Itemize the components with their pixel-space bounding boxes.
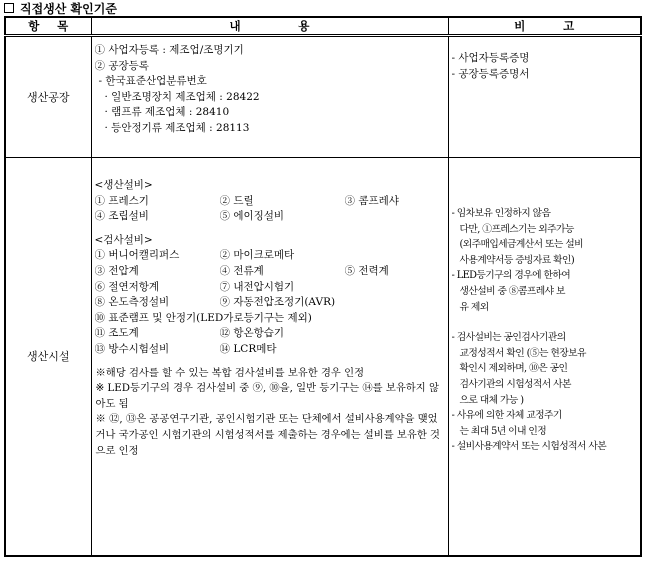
list-item: - LED등기구의 경우에 한하여 xyxy=(451,270,571,282)
list-item: · 일반조명장치 제조업체 : 28422 xyxy=(104,90,260,103)
header-row xyxy=(5,17,641,36)
list-item: 생산설비 중 ⑧콤프레샤 보 xyxy=(459,285,565,297)
list-item: 으로 대체 가능 ) xyxy=(459,394,524,406)
note-item: ※ LED등기구의 경우 검사설비 중 ⑨, ⑩을, 일반 등기구는 ⑭를 보유하지 않아도 됨 xyxy=(95,382,439,410)
list-item: ⑨ 자동전압조정기(AVR) xyxy=(219,296,336,309)
list-item: ① 프레스기 xyxy=(94,194,149,207)
factory-content xyxy=(91,36,448,158)
list-item: - 공장등록증명서 xyxy=(451,67,530,80)
list-item: 사용계약서등 증빙자료 확인) xyxy=(459,254,575,266)
note-item: ※해당 검사를 할 수 있는 복합 검사설비를 보유한 경우 인정 xyxy=(95,366,365,379)
factory-remarks xyxy=(448,36,641,158)
list-item: · 램프류 제조업체 : 28410 xyxy=(104,106,230,119)
list-item: ⑬ 방수시험설비 xyxy=(94,342,170,355)
list-item: - 임차보유 인정하지 않음 xyxy=(451,208,551,219)
production-header: <생산설비> xyxy=(94,179,153,191)
list-item: ⑭ LCR메타 xyxy=(219,342,277,355)
list-item: ① 버니어캘리퍼스 xyxy=(94,249,180,262)
category-facilities: 생산시설 xyxy=(5,158,91,556)
list-item: - 사업자등록증명 xyxy=(451,52,530,64)
inspection-header: <검사설비> xyxy=(94,233,153,246)
list-item: ⑦ 내전압시험기 xyxy=(219,280,295,293)
list-item: 다만, ①프레스기는 외주가능 xyxy=(459,223,574,235)
table-row-facilities xyxy=(5,158,641,556)
criteria-table xyxy=(4,16,642,557)
facilities-remarks xyxy=(448,158,641,556)
list-item: - 한국표준산업분류번호 xyxy=(98,75,207,88)
list-item: ① 사업자등록 : 제조업/조명기기 xyxy=(94,44,244,56)
list-item: ⑤ 전력계 xyxy=(344,264,389,277)
list-item: - 검사설비는 공인검사기관의 xyxy=(451,332,566,344)
section-title xyxy=(4,0,117,16)
header-item: 항 목 xyxy=(5,17,91,36)
facilities-content xyxy=(91,158,448,556)
category-factory: 생산공장 xyxy=(5,36,91,158)
header-remarks: 비 고 xyxy=(448,17,641,36)
list-item: ④ 조립설비 xyxy=(94,210,149,223)
list-item: ② 마이크로메타 xyxy=(219,249,295,262)
list-item: 는 최대 5년 이내 인정 xyxy=(459,425,547,437)
list-item: 유 제외 xyxy=(459,301,489,313)
list-item: ⑥ 절연저항계 xyxy=(94,280,160,293)
list-item: ③ 콤프레샤 xyxy=(344,194,399,207)
list-item: (외주매입세금계산서 또는 설비 xyxy=(459,239,583,251)
list-item: ② 공장등록 xyxy=(94,59,149,72)
list-item: ④ 전류계 xyxy=(219,264,264,277)
list-item: ⑧ 온도측정설비 xyxy=(94,296,170,309)
list-item: - 사유에 의한 자체 교정주기 xyxy=(451,410,562,422)
checkbox-square-icon xyxy=(4,3,14,13)
list-item: - 설비사용계약서 또는 시험성적서 사본 xyxy=(451,441,607,453)
list-item: ⑪ 조도계 xyxy=(94,327,139,340)
list-item: ③ 전압계 xyxy=(94,264,139,277)
header-content: 내 용 xyxy=(91,17,448,36)
list-item: 확인시 제외하며, ⑩은 공인 xyxy=(459,363,568,375)
table-row-factory xyxy=(5,36,641,158)
list-item: ② 드릴 xyxy=(219,194,254,207)
list-item: ⑫ 항온항습기 xyxy=(219,327,285,340)
section-title-text: 직접생산 확인기준 xyxy=(20,1,117,16)
list-item: 검사기관의 시험성적서 사본 xyxy=(459,378,571,390)
list-item: 교정성적서 확인 (⑤는 현장보유 xyxy=(459,347,586,359)
list-item: ⑤ 에이징설비 xyxy=(219,210,285,223)
note-item: ※ ⑫, ⑬은 공공연구기관, 공인시험기관 또는 단체에서 설비사용계약을 맺었거나 국가공인 시험기관의 시험성적서를 제출하는 경우에는 설비를 보유한 것으로 인정 xyxy=(95,413,440,457)
list-item: · 등안정기류 제조업체 : 28113 xyxy=(104,121,250,134)
list-item: ⑩ 표준램프 및 안정기(LED가로등기구는 제외) xyxy=(94,311,312,324)
